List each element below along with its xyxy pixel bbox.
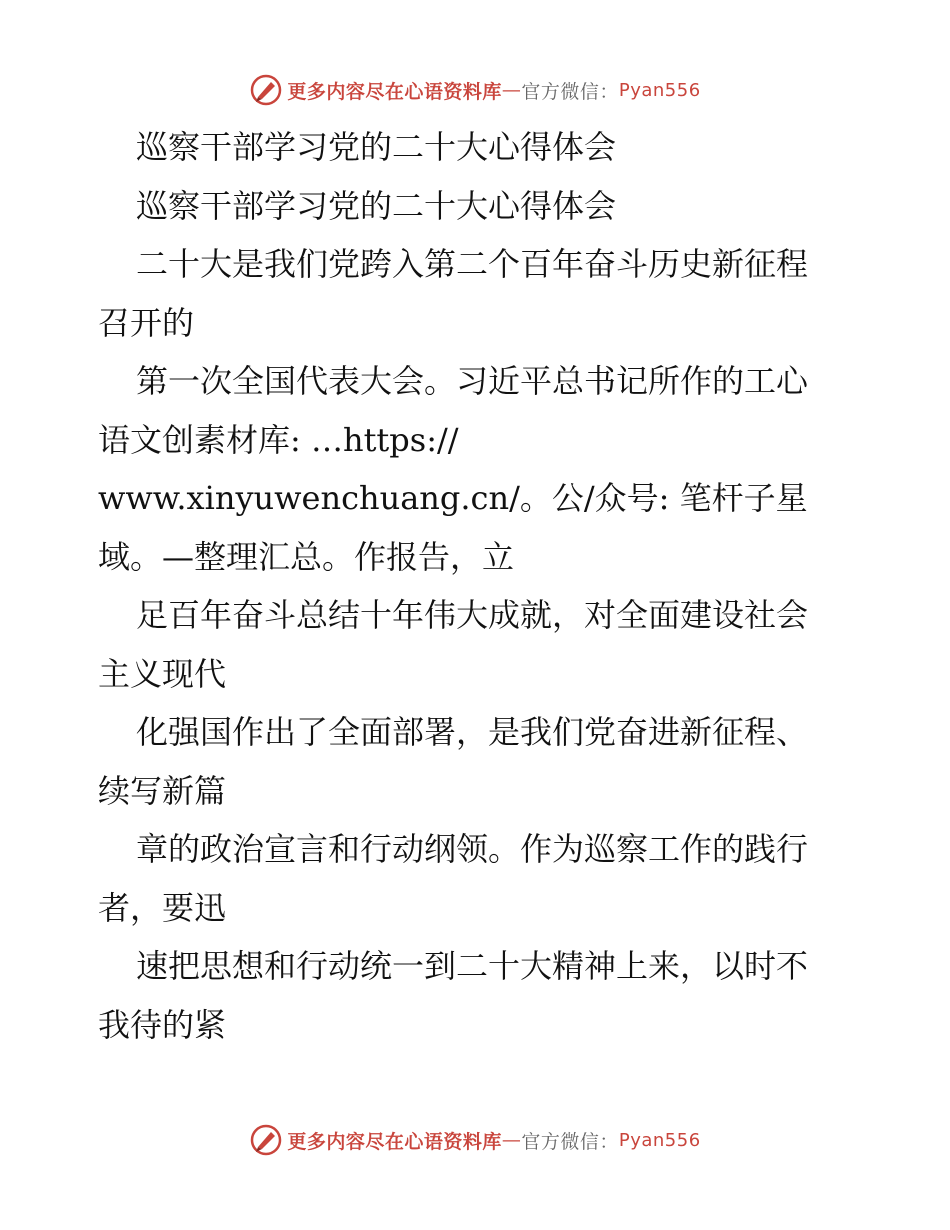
doc-subtitle: 巡察干部学习党的二十大心得体会 bbox=[136, 186, 617, 225]
banner-dash: — bbox=[501, 79, 522, 101]
banner-label: 官方微信： bbox=[521, 80, 619, 103]
banner-dash: — bbox=[501, 1129, 522, 1151]
footer-banner bbox=[0, 1120, 950, 1160]
doc-line: 语文创素材库: …https:// bbox=[98, 420, 459, 459]
doc-line: 我待的紧 bbox=[98, 1005, 227, 1044]
doc-line: 足百年奋斗总结十年伟大成就，对全面建设社会 bbox=[136, 596, 809, 634]
doc-line: www.xinyuwenchuang.cn/。公/众号: 笔杆子星 bbox=[98, 479, 808, 517]
banner-brand-text: 更多内容尽在心语资料库 bbox=[287, 80, 502, 103]
doc-line: 速把思想和行动统一到二十大精神上来，以时不 bbox=[136, 947, 809, 985]
doc-line: 召开的 bbox=[98, 303, 195, 342]
header-banner bbox=[0, 70, 950, 110]
document-body bbox=[98, 118, 858, 1054]
doc-line: 第一次全国代表大会。习近平总书记所作的工心 bbox=[136, 362, 809, 400]
doc-line: 二十大是我们党跨入第二个百年奋斗历史新征程 bbox=[136, 245, 809, 283]
doc-line: 化强国作出了全面部署，是我们党奋进新征程、 bbox=[136, 713, 809, 751]
banner-brand-text: 更多内容尽在心语资料库 bbox=[287, 1130, 502, 1153]
banner-wechat-id: Pyan556 bbox=[618, 1129, 701, 1151]
doc-line: 主义现代 bbox=[98, 654, 227, 693]
doc-line: 续写新篇 bbox=[98, 771, 227, 810]
banner-wechat-id: Pyan556 bbox=[618, 79, 701, 101]
pen-logo-icon bbox=[249, 1123, 283, 1157]
doc-line: 章的政治宣言和行动纲领。作为巡察工作的践行 bbox=[136, 830, 809, 868]
doc-title: 巡察干部学习党的二十大心得体会 bbox=[136, 128, 617, 166]
banner-label: 官方微信： bbox=[521, 1130, 619, 1153]
doc-line: 者，要迅 bbox=[98, 888, 227, 927]
doc-line: 域。—整理汇总。作报告，立 bbox=[98, 537, 515, 576]
pen-logo-icon bbox=[249, 73, 283, 107]
